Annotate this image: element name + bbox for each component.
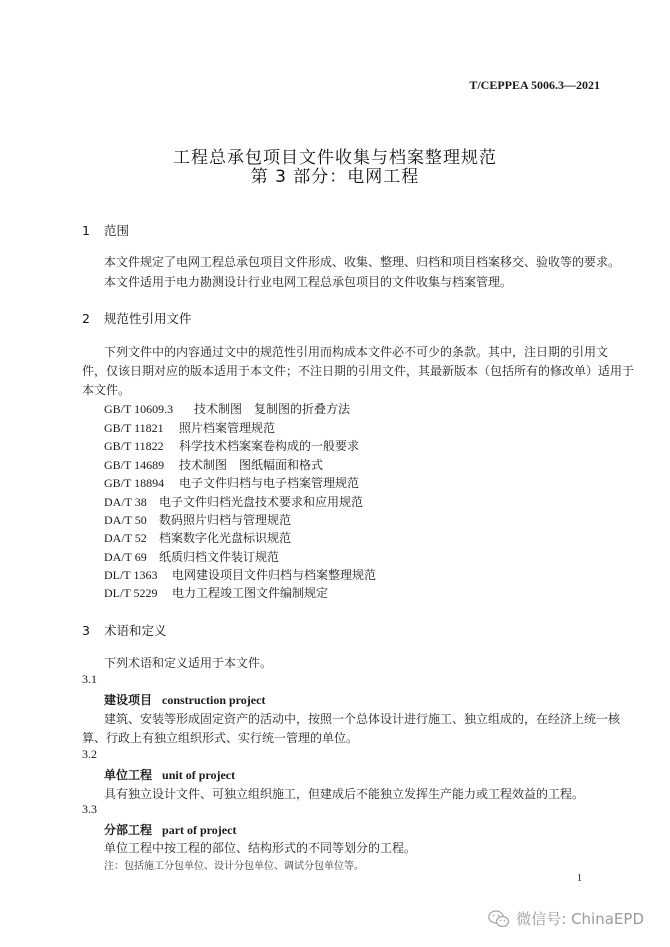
term-heading <box>104 766 235 783</box>
paragraph: 本文件适用于电力勘测设计行业电网工程总承包项目的文件收集与档案管理。 <box>104 275 513 289</box>
watermark <box>488 908 644 929</box>
reference-title: 技术制图 复制图的折叠方法 <box>194 402 351 416</box>
reference-item <box>104 456 323 473</box>
reference-item <box>104 566 376 583</box>
reference-item <box>104 493 363 510</box>
reference-item <box>104 419 275 436</box>
reference-title: 科学技术档案案卷构成的一般要求 <box>179 439 360 453</box>
reference-title: 电力工程竣工图文件编制规定 <box>172 586 329 600</box>
reference-code: DL/T 1363 <box>104 568 158 582</box>
reference-title: 纸质归档文件装订规范 <box>159 550 280 564</box>
paragraph-line: 下列文件中的内容通过文中的规范性引用而构成本文件必不可少的条款。其中，注日期的引用文 <box>104 345 609 359</box>
reference-code: GB/T 11821 <box>104 421 164 435</box>
reference-title: 数码照片归档与管理规范 <box>159 513 292 527</box>
reference-title: 档案数字化光盘标识规范 <box>159 531 292 545</box>
standard-code: T/CEPPEA 5006.3—2021 <box>469 78 600 92</box>
paragraph: 本文件规定了电网工程总承包项目文件形成、收集、整理、归档和项目档案移交、验收等的要求。 <box>104 255 621 269</box>
term-number: 3.3 <box>82 802 97 816</box>
term-number: 3.1 <box>82 672 97 686</box>
section-number: 3 <box>82 623 90 638</box>
watermark-text: 微信号: ChinaEPD <box>516 910 644 928</box>
paragraph-line: 本文件。 <box>82 383 131 397</box>
wechat-icon <box>488 910 510 928</box>
term-en: unit of project <box>162 768 236 782</box>
section-title: 规范性引用文件 <box>104 311 192 326</box>
section-3-heading <box>82 621 167 639</box>
reference-title: 照片档案管理规范 <box>179 421 276 435</box>
reference-code: GB/T 18894 <box>104 476 165 490</box>
reference-item <box>104 400 350 417</box>
section-title: 范围 <box>104 223 130 238</box>
term-heading <box>104 821 236 838</box>
reference-code: DA/T 52 <box>104 531 147 545</box>
term-definition-line: 具有独立设计文件、可独立组织施工，但建成后不能独立发挥生产能力或工程效益的工程。 <box>104 787 585 801</box>
term-heading <box>104 691 265 708</box>
reference-code: GB/T 11822 <box>104 439 164 453</box>
term-zh: 分部工程 <box>104 823 153 837</box>
reference-title: 电子文件归档与电子档案管理规范 <box>179 476 360 490</box>
term-zh: 单位工程 <box>104 768 153 782</box>
reference-code: GB/T 14689 <box>104 458 165 472</box>
reference-item <box>104 529 291 546</box>
term-number: 3.2 <box>82 747 97 761</box>
document-subtitle: 第 3 部分：电网工程 <box>250 167 420 187</box>
section-1-heading <box>82 221 129 239</box>
reference-code: DA/T 69 <box>104 550 147 564</box>
page-number: 1 <box>577 873 582 884</box>
term-en: construction project <box>162 693 266 707</box>
reference-item <box>104 474 359 491</box>
section-number: 2 <box>82 311 90 326</box>
reference-code: DA/T 50 <box>104 513 147 527</box>
term-definition-line: 算、行政上有独立组织形式、实行统一管理的单位。 <box>82 731 359 745</box>
reference-item <box>104 437 359 454</box>
term-note: 注：包括施工分包单位、设计分包单位、调试分包单位等。 <box>104 861 364 872</box>
paragraph: 下列术语和定义适用于本文件。 <box>104 656 273 670</box>
term-definition-line: 建筑、安装等形成固定资产的活动中，按照一个总体设计进行施工、独立组成的，在经济上统一核 <box>104 712 621 726</box>
document-title: 工程总承包项目文件收集与档案整理规范 <box>173 148 497 168</box>
reference-title: 电子文件归档光盘技术要求和应用规范 <box>159 495 364 509</box>
term-definition-line: 单位工程中按工程的部位、结构形式的不同等划分的工程。 <box>104 841 417 855</box>
reference-item <box>104 511 291 528</box>
reference-item <box>104 584 328 601</box>
paragraph-line: 件，仅该日期对应的版本适用于本文件；不注日期的引用文件，其最新版本（包括所有的修改单）适用于 <box>82 364 635 378</box>
section-title: 术语和定义 <box>104 623 167 638</box>
section-2-heading <box>82 309 192 327</box>
term-en: part of project <box>162 823 237 837</box>
reference-code: DA/T 38 <box>104 495 147 509</box>
term-zh: 建设项目 <box>104 693 153 707</box>
reference-item <box>104 548 279 565</box>
section-number: 1 <box>82 223 90 238</box>
reference-title: 电网建设项目文件归档与档案整理规范 <box>172 568 377 582</box>
reference-code: GB/T 10609.3 <box>104 402 174 416</box>
reference-code: DL/T 5229 <box>104 586 158 600</box>
reference-title: 技术制图 图纸幅面和格式 <box>179 458 324 472</box>
